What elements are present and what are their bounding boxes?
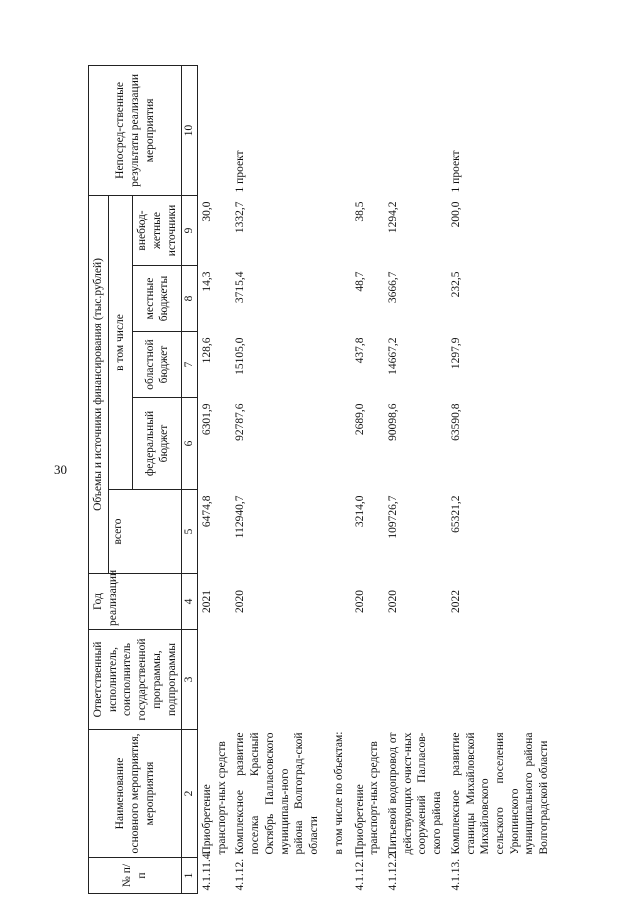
row-executor: [198, 630, 232, 730]
row-regional: 128,6: [201, 337, 214, 364]
col-index: 6: [182, 398, 198, 490]
row-local: 3715,4: [234, 271, 247, 304]
row-result: 1 проект: [234, 150, 247, 193]
col-index: 7: [182, 332, 198, 398]
col-index: 10: [182, 65, 198, 195]
table-row: [198, 65, 232, 893]
row-local: 232,5: [449, 271, 462, 298]
header-results: Непосред-ственные результаты реализации мероприятия: [89, 65, 182, 195]
row-year: 2022: [449, 590, 462, 613]
col-index: 8: [182, 266, 198, 332]
table-row: [351, 65, 384, 893]
row-num: 4.1.12.1.: [353, 850, 366, 891]
column-index-row: [182, 65, 198, 893]
row-regional: 14667,2: [386, 337, 399, 375]
row-federal: 6301,9: [201, 403, 214, 436]
row-extra: 1294,2: [386, 201, 399, 234]
row-total: 6474,8: [201, 495, 214, 528]
row-total: 3214,0: [353, 495, 366, 528]
row-result: [198, 65, 232, 195]
row-result: 1 проект: [449, 150, 462, 193]
row-name: Питьевой водопровод от действующих очист-ных сооружений Палласов-ского района: [386, 732, 444, 855]
row-regional: 437,8: [353, 337, 366, 364]
header-local: местные бюджеты: [133, 266, 182, 332]
row-num: 4.1.13.: [449, 858, 462, 891]
row-federal: 90098,6: [386, 403, 399, 441]
col-index: 2: [182, 730, 198, 858]
header-regional: областной бюджет: [133, 332, 182, 398]
col-index: 5: [182, 490, 198, 574]
row-num: 4.1.12.2.: [386, 850, 399, 891]
row-local: 48,7: [353, 271, 366, 292]
sub-label-row: [324, 65, 351, 893]
page-number: 30: [54, 462, 67, 477]
row-name: Приобретение транспорт-ных средств: [201, 741, 228, 855]
row-total: 109726,7: [386, 495, 399, 539]
row-year: 2020: [234, 590, 247, 613]
col-index: 3: [182, 630, 198, 730]
row-federal: 63590,8: [449, 403, 462, 441]
row-executor: [447, 630, 554, 730]
row-total: 112940,7: [234, 495, 247, 539]
table-row: [384, 65, 447, 893]
header-executor: Ответственный исполнитель, соисполнитель государственной программы, подпрограммы: [89, 630, 182, 730]
row-year: 2020: [353, 590, 366, 613]
row-extra: 30,0: [201, 201, 214, 222]
row-extra: 38,5: [353, 201, 366, 222]
table-row: [231, 65, 323, 893]
row-num: 4.1.12.: [234, 858, 247, 891]
row-name: Комплексное развитие станицы Михайловской Михайловского сельского поселения Урюпинского муниципального района Волгоградской области: [449, 732, 551, 855]
header-year: Год реализации: [89, 574, 182, 630]
row-name: Комплексное развитие поселка Красный Октябрь Палласовского муниципаль-ного района Волгоград-ской области: [234, 732, 321, 855]
row-extra: 1332,7: [234, 201, 247, 234]
row-regional: 15105,0: [234, 337, 247, 375]
table-row: [447, 65, 554, 893]
header-total: всего: [108, 490, 182, 574]
row-local: 3666,7: [386, 271, 399, 304]
col-index: 4: [182, 574, 198, 630]
header-extra: внебюд-жетные источники: [133, 195, 182, 265]
row-result: [384, 65, 447, 195]
sub-label: в том числе по объектам:: [332, 731, 345, 855]
header-including: в том числе: [108, 195, 132, 489]
header-name: Наименование основного мероприятия, мероприятия: [89, 730, 182, 858]
row-total: 65321,2: [449, 495, 462, 533]
col-index: 1: [182, 858, 198, 894]
rotated-table-wrapper: [88, 66, 632, 894]
header-federal: федеральный бюджет: [133, 398, 182, 490]
header-funding: Объемы и источники финансирования (тыс.рублей): [89, 195, 109, 573]
row-executor: [231, 630, 323, 730]
row-result: [351, 65, 384, 195]
row-name: Приобретение транспорт-ных средств: [353, 741, 381, 855]
row-extra: 200,0: [449, 201, 462, 228]
row-executor: [351, 630, 384, 730]
col-index: 9: [182, 195, 198, 265]
row-federal: 2689,0: [353, 403, 366, 436]
row-year: 2020: [386, 590, 399, 613]
row-federal: 92787,6: [234, 403, 247, 441]
header-num: № п/п: [89, 858, 182, 894]
row-local: 14,3: [201, 271, 214, 292]
row-executor: [384, 630, 447, 730]
funding-table: [88, 65, 554, 894]
row-num: 4.1.11.4.: [201, 850, 214, 891]
row-year: 2021: [201, 590, 214, 613]
row-regional: 1297,9: [449, 337, 462, 370]
